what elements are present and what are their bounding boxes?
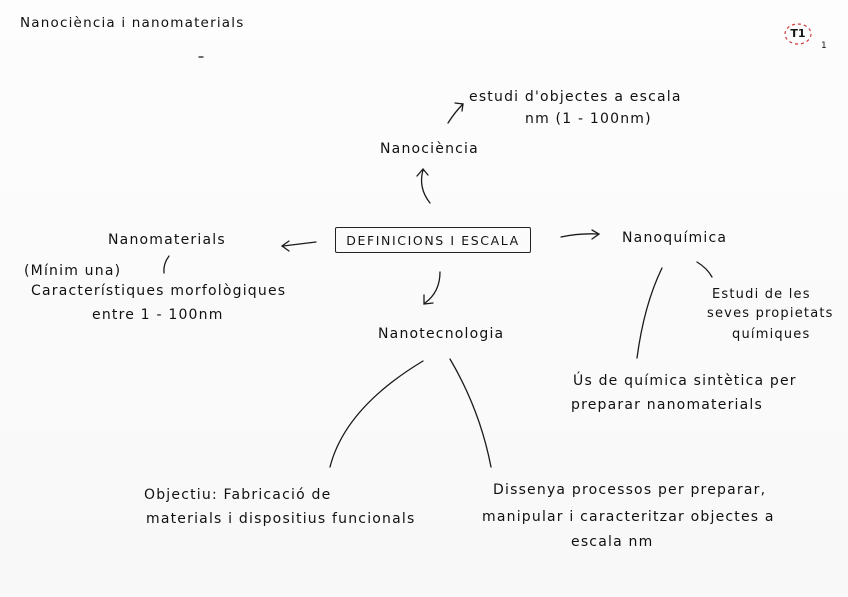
nanoquimica-left-line2: preparar nanomaterials	[571, 397, 763, 413]
nanotecnologia-right-line3: escala nm	[571, 534, 654, 550]
nanotecnologia-left-line1: Objectiu: Fabricació de	[144, 487, 332, 503]
nanociencia-label: Nanociència	[380, 141, 479, 157]
nanotecnologia-label: Nanotecnologia	[378, 326, 505, 342]
nanoquimica-left-line1: Ús de química sintètica per	[573, 373, 797, 389]
nanotecnologia-branch-right	[450, 359, 491, 467]
nanoquimica-right-line3: químiques	[732, 327, 811, 342]
nanoquimica-branch-right	[697, 262, 712, 277]
page-number: 1	[821, 41, 827, 51]
arrow-to-nanociencia	[422, 170, 430, 203]
nanomaterials-branch	[164, 256, 169, 273]
nanociencia-definition-line1: estudi d'objectes a escala	[469, 89, 682, 105]
arrow-def-nanociencia	[448, 104, 463, 123]
nanomaterials-label: Nanomaterials	[108, 232, 226, 248]
arrow-to-nanoquimica	[561, 234, 598, 237]
central-concept-label: DEFINICIONS I ESCALA	[346, 232, 520, 248]
nanotecnologia-right-line2: manipular i caracteritzar objectes a	[482, 509, 775, 525]
nanomaterials-note-line1: (Mínim una)	[24, 263, 122, 279]
page-title: Nanociència i nanomaterials	[20, 15, 245, 31]
nanotecnologia-right-line1: Dissenya processos per preparar,	[493, 482, 767, 498]
nanociencia-definition-line2: nm (1 - 100nm)	[525, 111, 652, 127]
nanoquimica-label: Nanoquímica	[622, 230, 728, 246]
arrow-to-nanotecnologia	[425, 272, 440, 303]
nanoquimica-right-line1: Estudi de les	[712, 287, 811, 302]
nanotecnologia-left-line2: materials i dispositius funcionals	[146, 511, 416, 527]
nanomaterials-note-line3: entre 1 - 100nm	[92, 307, 224, 323]
nanoquimica-right-line2: seves propietats	[707, 306, 834, 321]
nanomaterials-note-line2: Característiques morfològiques	[31, 283, 287, 299]
badge-label: T1	[790, 27, 806, 40]
topic-badge	[783, 22, 813, 46]
nanoquimica-branch-left	[637, 268, 662, 358]
central-concept-box	[335, 227, 531, 253]
nanotecnologia-branch-left	[330, 361, 423, 467]
arrow-to-nanomaterials	[283, 242, 316, 246]
